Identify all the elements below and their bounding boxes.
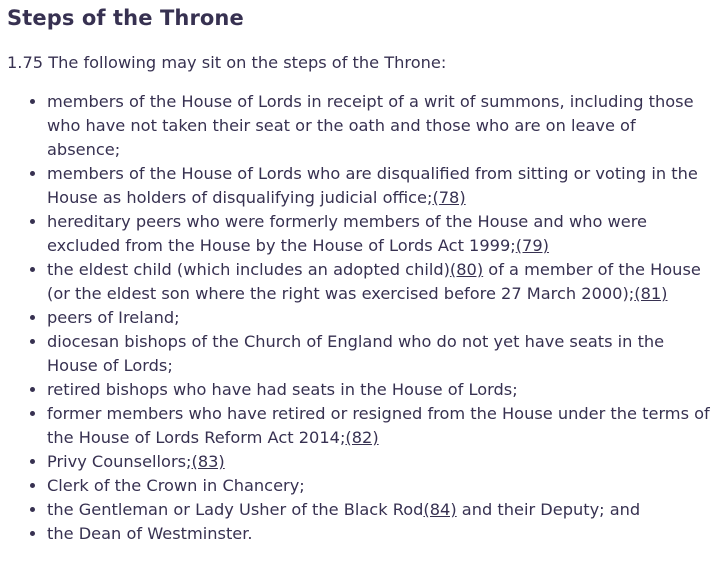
item-text: former members who have retired or resigned from the House under the terms of the House of Lords Reform Act 2014; bbox=[47, 404, 710, 447]
list-item bbox=[47, 402, 713, 450]
list-item bbox=[47, 210, 713, 258]
bullet-list bbox=[7, 90, 713, 546]
list-item bbox=[47, 522, 713, 546]
list-item bbox=[47, 474, 713, 498]
list-item bbox=[47, 378, 713, 402]
section-heading: Steps of the Throne bbox=[7, 6, 244, 30]
item-text-continued: and their Deputy; and bbox=[456, 500, 641, 519]
item-text: Clerk of the Crown in Chancery; bbox=[47, 476, 305, 495]
footnote-link[interactable]: (83) bbox=[191, 452, 225, 471]
item-text: hereditary peers who were formerly members of the House and who were excluded from the House by the House of Lords Act 1999; bbox=[47, 212, 647, 255]
item-text: retired bishops who have had seats in the House of Lords; bbox=[47, 380, 518, 399]
item-text: the eldest child (which includes an adopted child) bbox=[47, 260, 450, 279]
list-item bbox=[47, 450, 713, 474]
item-text: diocesan bishops of the Church of England who do not yet have seats in the House of Lords; bbox=[47, 332, 665, 375]
list-item bbox=[47, 330, 713, 378]
list-item bbox=[47, 162, 713, 210]
list-item bbox=[47, 306, 713, 330]
item-text: the Gentleman or Lady Usher of the Black Rod bbox=[47, 500, 424, 519]
list-item bbox=[47, 90, 713, 162]
list-item bbox=[47, 498, 713, 522]
item-text: members of the House of Lords who are disqualified from sitting or voting in the House as holders of disqualifying judicial office; bbox=[47, 164, 698, 207]
item-text: the Dean of Westminster. bbox=[47, 524, 253, 543]
item-text: Privy Counsellors; bbox=[47, 452, 192, 471]
item-text: members of the House of Lords in receipt of a writ of summons, including those who have not taken their seat or the oath and those who are on leave of absence; bbox=[47, 92, 694, 159]
item-text: peers of Ireland; bbox=[47, 308, 180, 327]
item-text-continued: of a member of the House (or the eldest son where the right was exercised before 27 March 2000); bbox=[47, 260, 701, 303]
footnote-link[interactable]: (80) bbox=[449, 260, 484, 279]
footnote-link[interactable]: (81) bbox=[634, 284, 668, 303]
footnote-link[interactable]: (84) bbox=[423, 500, 457, 519]
footnote-link[interactable]: (82) bbox=[345, 428, 379, 447]
footnote-link[interactable]: (79) bbox=[515, 236, 549, 255]
intro-paragraph: 1.75 The following may sit on the steps of the Throne: bbox=[7, 53, 447, 72]
list-item bbox=[47, 258, 713, 306]
footnote-link[interactable]: (78) bbox=[432, 188, 466, 207]
